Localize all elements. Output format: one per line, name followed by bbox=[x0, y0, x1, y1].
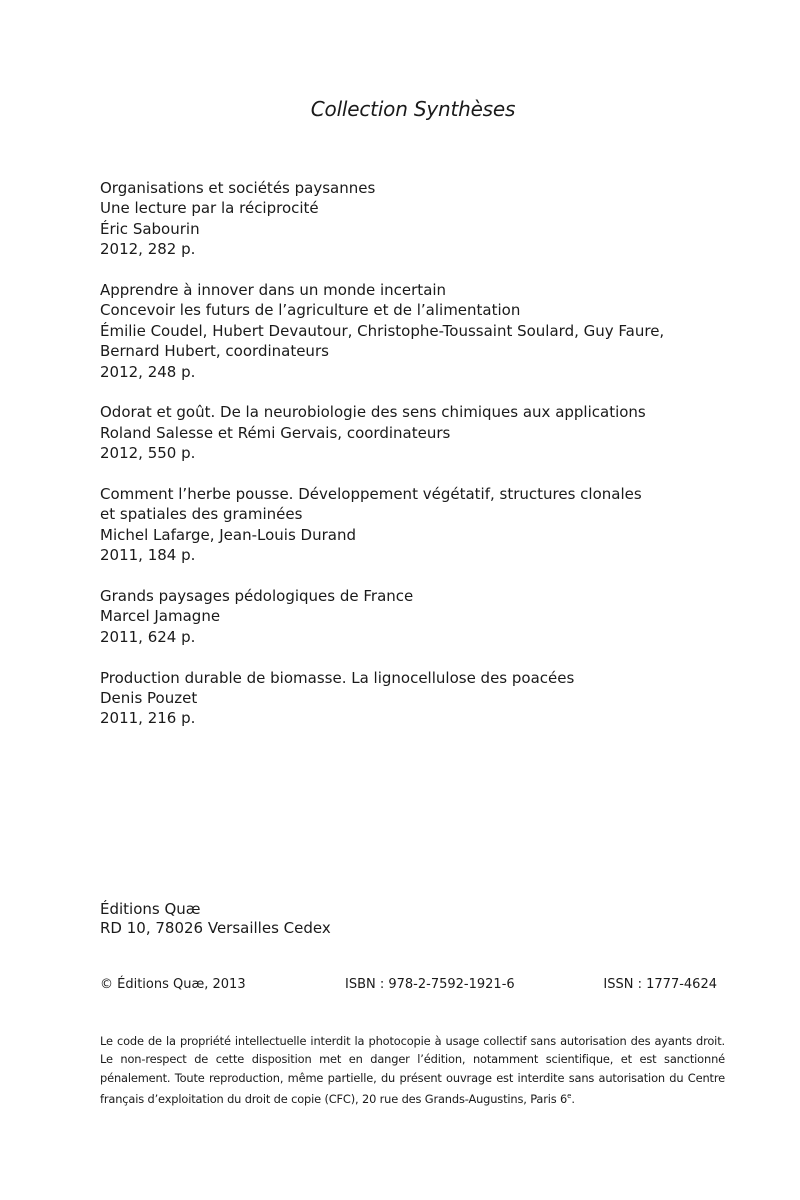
book-title: Organisations et sociétés paysannes bbox=[100, 179, 376, 197]
book-subtitle: Concevoir les futurs de l’agriculture et de l’alimentation bbox=[100, 301, 521, 320]
legal-text: Le code de la propriété intellectuelle interdit la photocopie à usage collectif sans autorisation des ayants droit. Le non-respect de cette disposition met en danger l’édition, notamment scientifique, et est sanctionné pénalement. Toute reproduction, même partielle, du présent ouvrage est interdite sans autorisation du Centre français d’exploitation du droit de copie (CFC), 20 rue des Grands-Augustins, Paris 6 bbox=[100, 1034, 725, 1106]
book-entry bbox=[100, 668, 720, 729]
copyright-notice: © Éditions Quæ, 2013 bbox=[100, 977, 246, 992]
book-title: Odorat et goût. De la neurobiologie des sens chimiques aux applications bbox=[100, 403, 646, 422]
book-author: Denis Pouzet bbox=[100, 689, 198, 708]
book-entry bbox=[100, 280, 720, 382]
book-entry bbox=[100, 178, 720, 260]
book-subtitle: Une lecture par la réciprocité bbox=[100, 199, 319, 218]
legal-notice bbox=[100, 1032, 725, 1108]
book-author: Michel Lafarge, Jean-Louis Durand bbox=[100, 525, 356, 544]
book-title: et spatiales des graminées bbox=[100, 505, 303, 524]
book-title: Production durable de biomasse. La lignocellulose des poacées bbox=[100, 668, 575, 687]
book-year-pages: 2012, 282 p. bbox=[100, 240, 196, 259]
legal-superscript: e bbox=[567, 1091, 572, 1100]
book-year-pages: 2011, 624 p. bbox=[100, 627, 196, 646]
book-entry bbox=[100, 402, 720, 463]
book-title: Apprendre à innover dans un monde incertain bbox=[100, 281, 447, 300]
publisher-name: Éditions Quæ bbox=[100, 900, 201, 918]
collection-title: Collection Synthèses bbox=[310, 97, 516, 121]
book-year-pages: 2011, 216 p. bbox=[100, 709, 196, 728]
imprint-row bbox=[100, 977, 717, 995]
issn: ISSN : 1777-4624 bbox=[603, 977, 717, 992]
book-list bbox=[100, 178, 720, 749]
book-year-pages: 2011, 184 p. bbox=[100, 546, 196, 565]
book-year-pages: 2012, 550 p. bbox=[100, 444, 196, 463]
book-author: Éric Sabourin bbox=[100, 219, 200, 238]
book-author: Bernard Hubert, coordinateurs bbox=[100, 342, 329, 361]
book-entry bbox=[100, 586, 720, 647]
publisher-block bbox=[100, 900, 331, 938]
legal-end: . bbox=[571, 1091, 575, 1106]
book-title: Grands paysages pédologiques de France bbox=[100, 587, 414, 606]
book-author: Roland Salesse et Rémi Gervais, coordinateurs bbox=[100, 423, 451, 442]
isbn: ISBN : 978-2-7592-1921-6 bbox=[345, 977, 515, 992]
book-entry bbox=[100, 484, 720, 566]
book-author: Marcel Jamagne bbox=[100, 607, 221, 626]
publisher-address: RD 10, 78026 Versailles Cedex bbox=[100, 919, 331, 937]
book-year-pages: 2012, 248 p. bbox=[100, 362, 196, 381]
book-title: Comment l’herbe pousse. Développement végétatif, structures clonales bbox=[100, 485, 642, 504]
book-author: Émilie Coudel, Hubert Devautour, Christophe-Toussaint Soulard, Guy Faure, bbox=[100, 321, 665, 340]
